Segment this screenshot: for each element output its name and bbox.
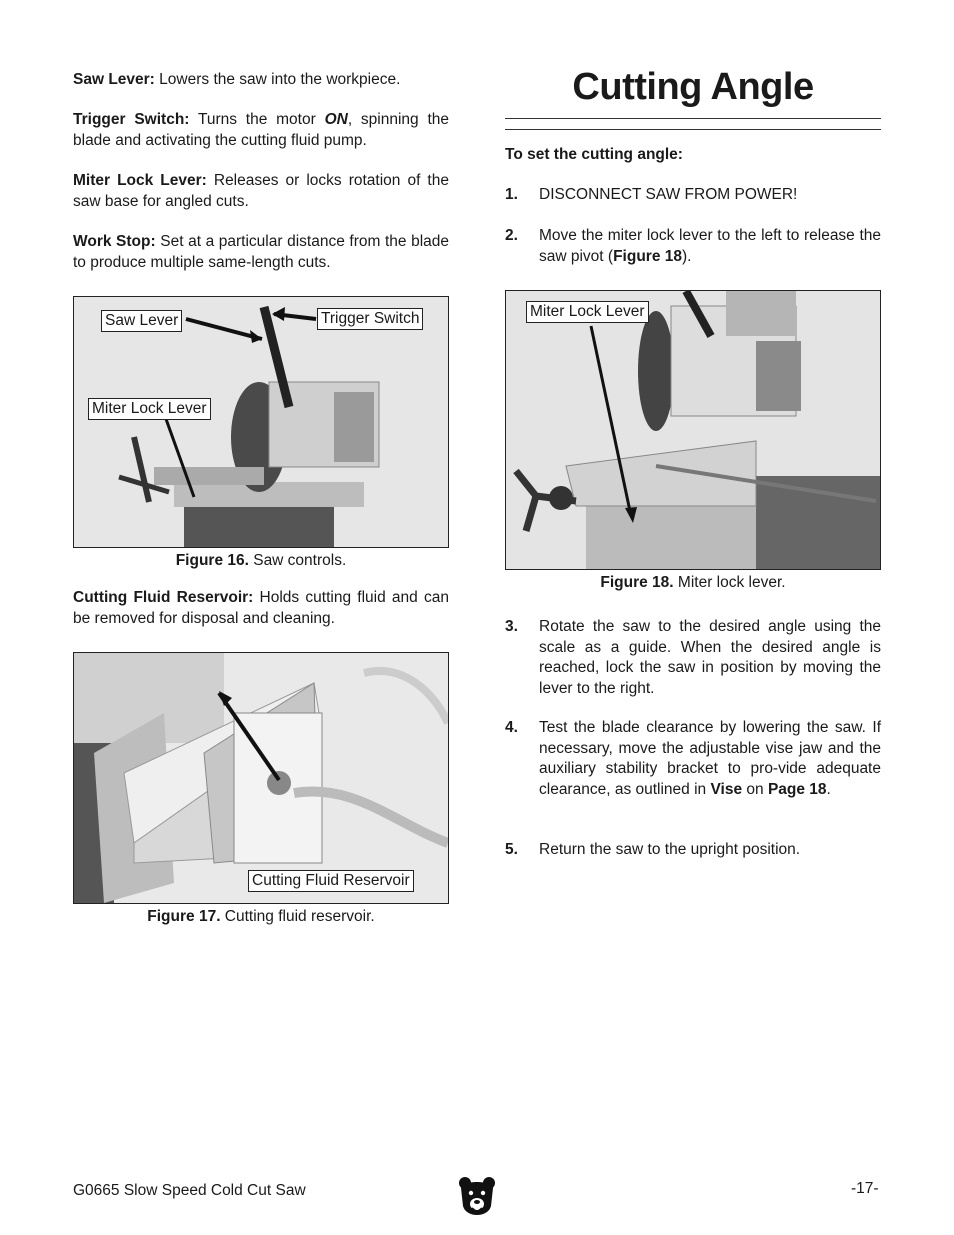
callout-miter-lock-lever: Miter Lock Lever (88, 398, 211, 420)
step-2: 2. Move the miter lock lever to the left to release the saw pivot (Figure 18). (505, 227, 881, 265)
figure-18-image (505, 290, 881, 570)
reservoir-paragraph: Cutting Fluid Reservoir: Holds cutting fluid and can be removed for disposal and cleaning. (73, 589, 449, 627)
footer-model: G0665 Slow Speed Cold Cut Saw (73, 1182, 306, 1199)
figure-16-caption: Figure 16. Saw controls. (175, 552, 347, 569)
title-rule-top (505, 118, 881, 119)
figure-17-image (73, 652, 449, 904)
fluid-reservoir-photo (74, 653, 448, 903)
figure-18-caption: Figure 18. Miter lock lever. (600, 574, 786, 591)
miter-lock-lever-photo (506, 291, 880, 569)
bear-logo-icon (458, 1176, 496, 1222)
title-rule-bottom (505, 129, 881, 130)
step-1: 1. DISCONNECT SAW FROM POWER! (505, 186, 798, 203)
page-title: Cutting Angle (572, 66, 814, 108)
saw-lever-paragraph: Saw Lever: Lowers the saw into the workpiece. (73, 71, 401, 88)
saw-controls-photo (74, 297, 448, 547)
miter-lock-paragraph: Miter Lock Lever: Releases or locks rotation of the saw base for angled cuts. (73, 172, 449, 210)
step-5: 5. Return the saw to the upright position. (505, 841, 801, 858)
step-4: 4. Test the blade clearance by lowering the saw. If necessary, move the adjustable vise jaw and the auxiliary stability bracket to pro-vide adequate clearance, as outlined in Vise on Page 18. (505, 719, 881, 798)
callout-miter-lock-lever-18: Miter Lock Lever (526, 301, 649, 323)
intro-heading: To set the cutting angle: (505, 146, 683, 163)
callout-trigger-switch: Trigger Switch (317, 308, 423, 330)
footer-page-number: -17- (851, 1180, 879, 1197)
step-3: 3. Rotate the saw to the desired angle using the scale as a guide. When the desired angle is reached, lock the saw in position by moving the lever to the right. (505, 618, 881, 697)
trigger-switch-paragraph: Trigger Switch: Turns the motor ON, spinning the blade and activating the cutting fluid pump. (73, 111, 449, 149)
figure-17-caption: Figure 17. Cutting fluid reservoir. (147, 908, 375, 925)
figure-16-image (73, 296, 449, 548)
work-stop-paragraph: Work Stop: Set at a particular distance from the blade to produce multiple same-length cuts. (73, 233, 450, 271)
callout-saw-lever: Saw Lever (101, 310, 182, 332)
callout-cutting-fluid-reservoir: Cutting Fluid Reservoir (248, 870, 414, 892)
